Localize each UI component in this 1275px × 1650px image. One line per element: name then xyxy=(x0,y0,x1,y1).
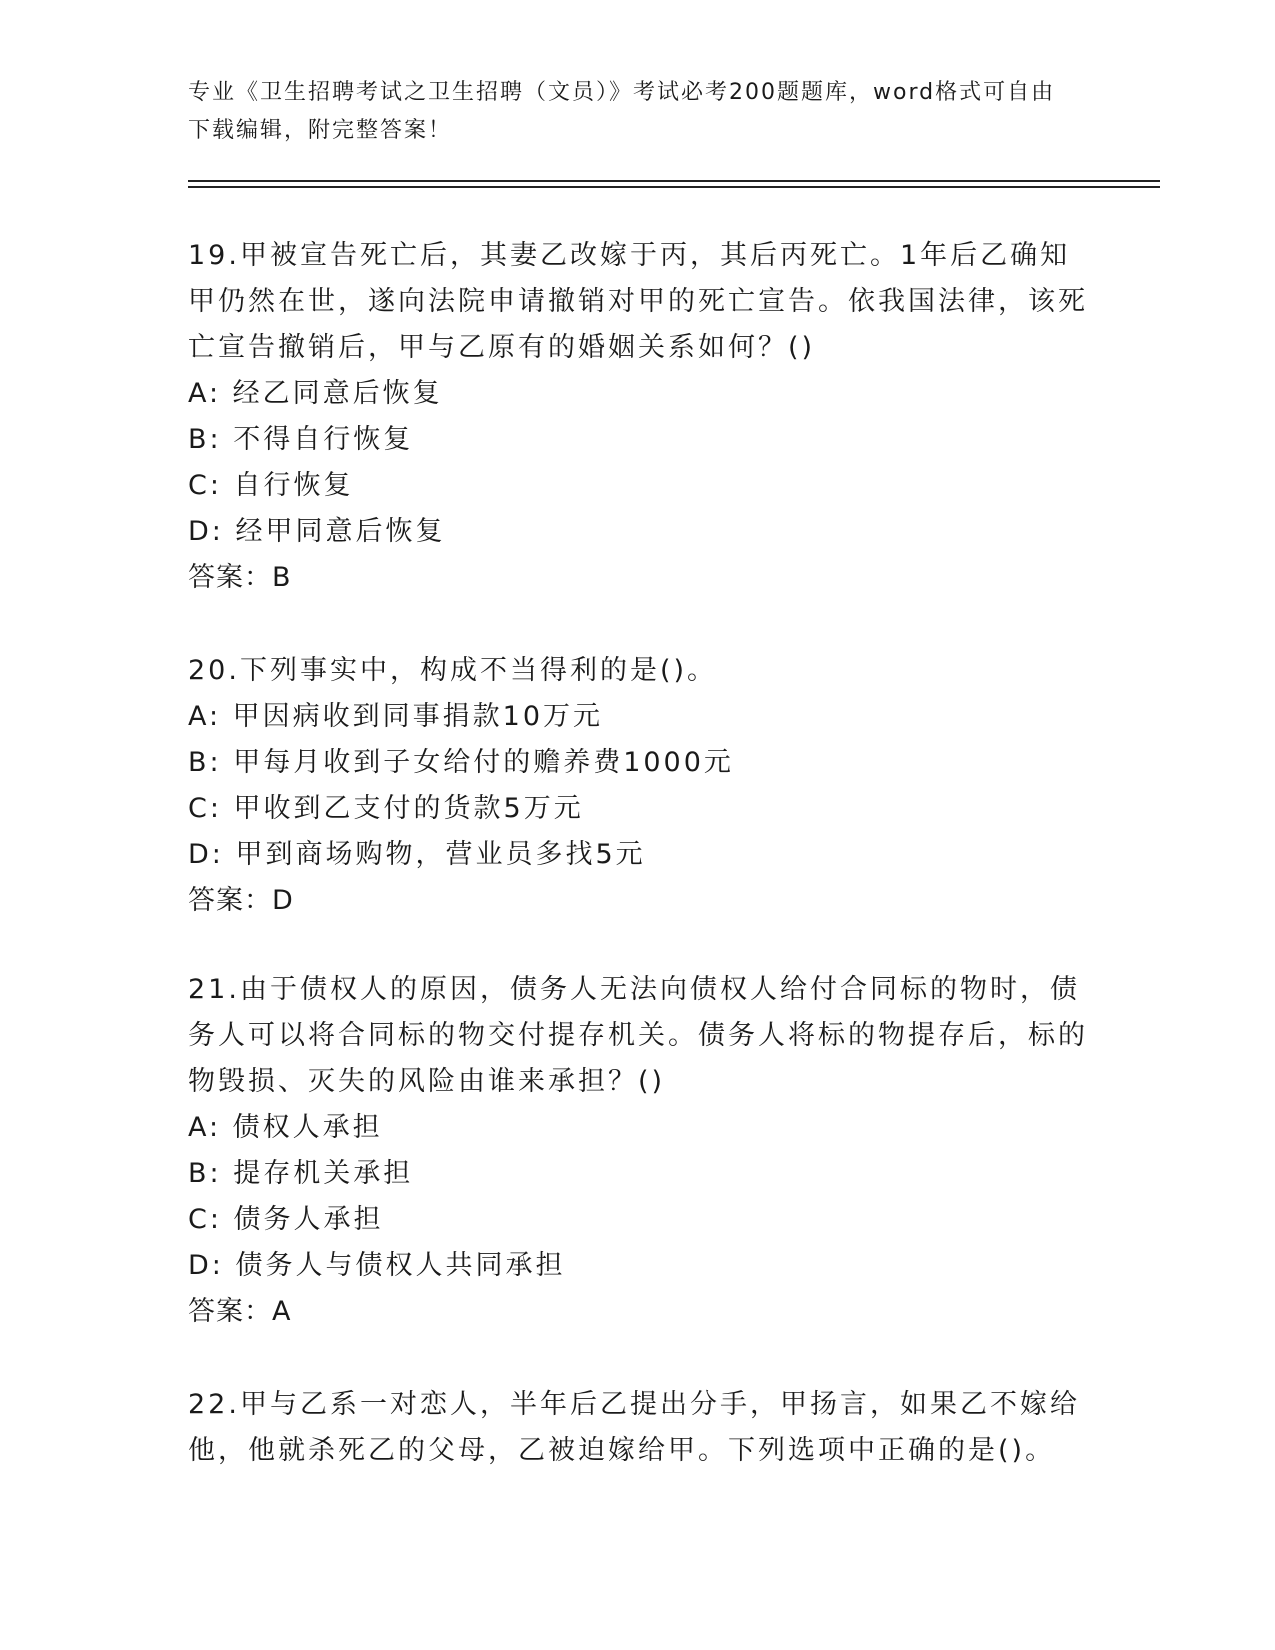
question-stem: 21.由于债权人的原因，债务人无法向债权人给付合同标的物时，债务人可以将合同标的物交付提存机关。债务人将标的物提存后，标的物毁损、灭失的风险由谁来承担？() xyxy=(188,974,1088,1097)
answer-line: 答案：D xyxy=(188,885,294,916)
option-a: A: 债权人承担 xyxy=(188,1112,383,1143)
option-d: D: 甲到商场购物，营业员多找5元 xyxy=(188,839,646,870)
option-b: B: 不得自行恢复 xyxy=(188,424,414,455)
question-19 xyxy=(188,233,1088,601)
document-header: 专业《卫生招聘考试之卫生招聘（文员）》考试必考200题题库，word格式可自由下载编辑，附完整答案！ xyxy=(188,80,1056,143)
option-d: D: 债务人与债权人共同承担 xyxy=(188,1250,566,1281)
option-b: B: 提存机关承担 xyxy=(188,1158,414,1189)
option-a: A: 甲因病收到同事捐款10万元 xyxy=(188,701,604,732)
answer-line: 答案：A xyxy=(188,1296,292,1327)
question-21 xyxy=(188,967,1088,1335)
option-c: C: 债务人承担 xyxy=(188,1204,384,1235)
option-c: C: 甲收到乙支付的货款5万元 xyxy=(188,793,584,824)
question-stem: 19.甲被宣告死亡后，其妻乙改嫁于丙，其后丙死亡。1年后乙确知甲仍然在世，遂向法院申请撤销对甲的死亡宣告。依我国法律，该死亡宣告撤销后，甲与乙原有的婚姻关系如何？() xyxy=(188,240,1088,363)
option-d: D: 经甲同意后恢复 xyxy=(188,516,446,547)
option-a: A: 经乙同意后恢复 xyxy=(188,378,443,409)
option-b: B: 甲每月收到子女给付的赡养费1000元 xyxy=(188,747,734,778)
question-stem: 22.甲与乙系一对恋人，半年后乙提出分手，甲扬言，如果乙不嫁给他，他就杀死乙的父母，乙被迫嫁给甲。下列选项中正确的是()。 xyxy=(188,1389,1080,1466)
header-divider-bottom xyxy=(188,186,1160,188)
question-22 xyxy=(188,1382,1088,1474)
question-20 xyxy=(188,648,1088,924)
question-stem: 20.下列事实中，构成不当得利的是()。 xyxy=(188,655,718,686)
header-divider-top xyxy=(188,180,1160,182)
option-c: C: 自行恢复 xyxy=(188,470,354,501)
answer-line: 答案：B xyxy=(188,562,292,593)
